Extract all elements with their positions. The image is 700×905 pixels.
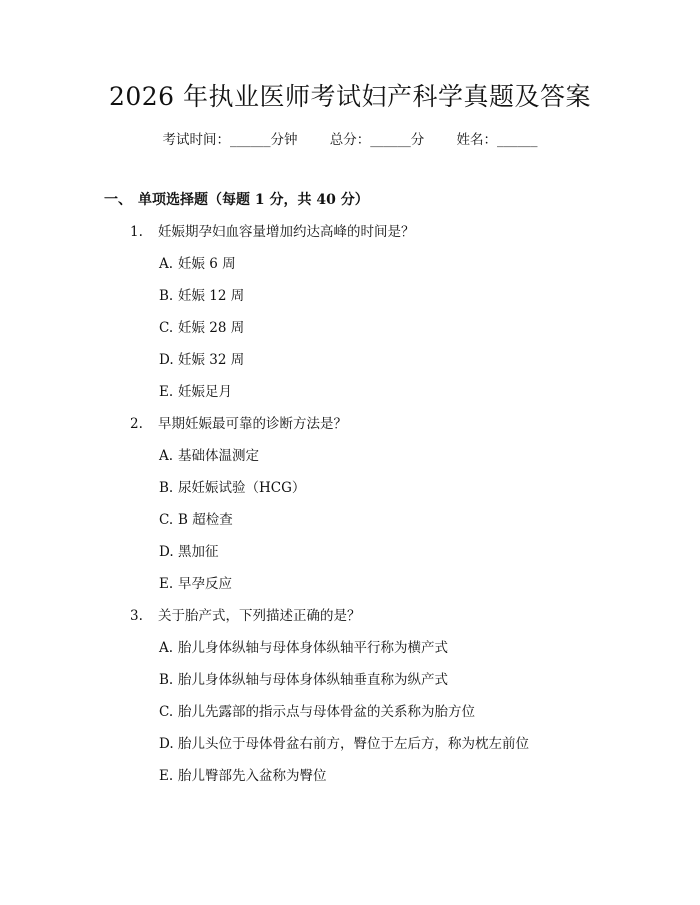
option-item bbox=[0, 542, 700, 574]
exam-time-field: 考试时间：______分钟 bbox=[162, 132, 298, 148]
option-item bbox=[0, 766, 700, 798]
option-letter: B. bbox=[159, 288, 174, 304]
option-text: 胎儿头位于母体骨盆右前方，臀位于左后方，称为枕左前位 bbox=[178, 736, 529, 752]
option-text: 妊娠 32 周 bbox=[178, 352, 245, 368]
option-letter: C. bbox=[159, 704, 174, 720]
option-text: 尿妊娠试验（HCG） bbox=[178, 480, 306, 496]
option-letter: A. bbox=[159, 448, 174, 464]
option-text: 妊娠 12 周 bbox=[178, 288, 245, 304]
option-item bbox=[0, 574, 700, 606]
name-field: 姓名：______ bbox=[456, 132, 538, 148]
option-letter: C. bbox=[159, 512, 174, 528]
option-letter: B. bbox=[159, 672, 174, 688]
option-letter: A. bbox=[159, 256, 174, 272]
page-title: 2026 年执业医师考试妇产科学真题及答案 bbox=[108, 82, 592, 111]
question-text: 关于胎产式，下列描述正确的是？ bbox=[158, 608, 361, 624]
option-letter: E. bbox=[159, 384, 174, 400]
option-text: 胎儿臀部先入盆称为臀位 bbox=[178, 768, 327, 784]
option-item bbox=[0, 638, 700, 670]
question-text: 早期妊娠最可靠的诊断方法是？ bbox=[158, 416, 347, 432]
option-letter: E. bbox=[159, 768, 174, 784]
option-text: 妊娠 6 周 bbox=[178, 256, 236, 272]
option-text: 妊娠足月 bbox=[178, 384, 232, 400]
option-text: 胎儿身体纵轴与母体身体纵轴垂直称为纵产式 bbox=[178, 672, 448, 688]
question-number: 2. bbox=[130, 416, 143, 432]
question-3 bbox=[0, 606, 700, 638]
question-1 bbox=[0, 222, 700, 254]
option-item bbox=[0, 670, 700, 702]
section-number: 一、 bbox=[104, 192, 132, 208]
option-text: 胎儿身体纵轴与母体身体纵轴平行称为横产式 bbox=[178, 640, 448, 656]
question-list bbox=[0, 222, 700, 798]
section-title: 单项选择题（每题 1 分，共 40 分） bbox=[138, 192, 369, 208]
option-item bbox=[0, 478, 700, 510]
option-text: B 超检查 bbox=[178, 512, 233, 528]
question-2 bbox=[0, 414, 700, 446]
option-text: 早孕反应 bbox=[178, 576, 232, 592]
option-item bbox=[0, 382, 700, 414]
option-letter: E. bbox=[159, 576, 174, 592]
question-number: 3. bbox=[130, 608, 143, 624]
question-number: 1. bbox=[130, 224, 143, 240]
option-item bbox=[0, 286, 700, 318]
option-item bbox=[0, 702, 700, 734]
exam-info-row bbox=[0, 130, 700, 150]
option-item bbox=[0, 510, 700, 542]
option-text: 黑加征 bbox=[178, 544, 219, 560]
option-item bbox=[0, 734, 700, 766]
option-item bbox=[0, 446, 700, 478]
section-heading bbox=[104, 190, 369, 210]
option-letter: C. bbox=[159, 320, 174, 336]
option-item bbox=[0, 318, 700, 350]
option-letter: A. bbox=[159, 640, 174, 656]
option-text: 妊娠 28 周 bbox=[178, 320, 245, 336]
option-letter: D. bbox=[159, 736, 174, 752]
option-letter: D. bbox=[159, 544, 174, 560]
option-item bbox=[0, 254, 700, 286]
option-letter: D. bbox=[159, 352, 174, 368]
question-text: 妊娠期孕妇血容量增加约达高峰的时间是？ bbox=[158, 224, 415, 240]
option-item bbox=[0, 350, 700, 382]
option-text: 基础体温测定 bbox=[178, 448, 259, 464]
total-score-field: 总分：______分 bbox=[329, 132, 425, 148]
option-letter: B. bbox=[159, 480, 174, 496]
option-text: 胎儿先露部的指示点与母体骨盆的关系称为胎方位 bbox=[178, 704, 475, 720]
